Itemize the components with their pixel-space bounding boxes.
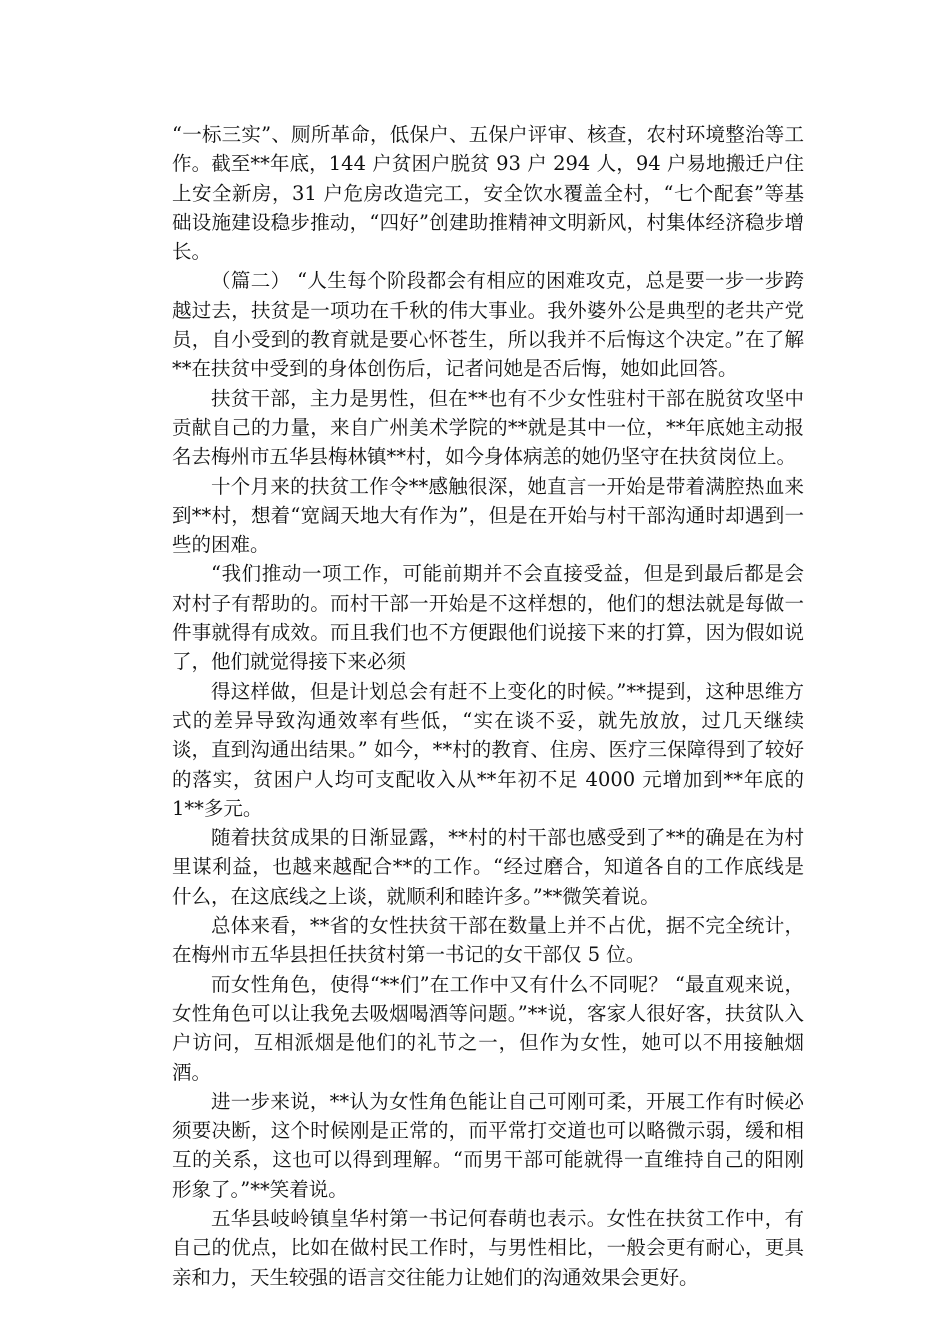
paragraph-9: 而女性角色，使得“**们”在工作中又有什么不同呢？ “最直观来说，女性角色可以让我免去吸烟喝酒等问题。”**说，客家人很好客，扶贫队入户访问，互相派烟是他们的礼节之一，但作为女性，她可以不用接触烟酒。 bbox=[172, 972, 804, 1084]
paragraph-3: 扶贫干部，主力是男性，但在**也有不少女性驻村干部在脱贫攻坚中贡献自己的力量，来自广州美术学院的**就是其中一位，**年底她主动报名去梅州市五华县梅林镇**村，如今身体病恙的她仍坚守在扶贫岗位上。 bbox=[172, 386, 804, 469]
document-body bbox=[172, 120, 804, 1292]
paragraph-10: 进一步来说，**认为女性角色能让自己可刚可柔，开展工作有时候必须要决断，这个时候刚是正常的，而平常打交道也可以略微示弱，缓和相互的关系，这也可以得到理解。“而男干部可能就得一直维持自己的阳刚形象了。”**笑着说。 bbox=[172, 1089, 804, 1201]
paragraph-5: “我们推动一项工作，可能前期并不会直接受益，但是到最后都是会对村子有帮助的。而村干部一开始是不这样想的，他们的想法就是每做一件事就得有成效。而且我们也不方便跟他们说接下来的打算，因为假如说了，他们就觉得接下来必须 bbox=[172, 562, 804, 674]
paragraph-7: 随着扶贫成果的日渐显露，**村的村干部也感受到了**的确是在为村里谋利益，也越来越配合**的工作。“经过磨合，知道各自的工作底线是什么，在这底线之上谈，就顺利和睦许多。”**微笑着说。 bbox=[172, 826, 804, 908]
paragraph-8: 总体来看，**省的女性扶贫干部在数量上并不占优，据不完全统计，在梅州市五华县担任扶贫村第一书记的女干部仅 5 位。 bbox=[172, 914, 804, 967]
paragraph-11: 五华县岐岭镇皇华村第一书记何春萌也表示。女性在扶贫工作中，有自己的优点，比如在做村民工作时，与男性相比，一般会更有耐心，更具亲和力，天生较强的语言交往能力让她们的沟通效果会更好。 bbox=[172, 1206, 804, 1289]
paragraph-6: 得这样做，但是计划总会有赶不上变化的时候。”**提到，这种思维方式的差异导致沟通效率有些低，“实在谈不妥，就先放放，过几天继续谈，直到沟通出结果。” 如今，**村的教育、住房、医疗三保障得到了较好的落实，贫困户人均可支配收入从**年初不足 4000 元增加到**年底的 1**多元。 bbox=[172, 679, 804, 820]
paragraph-4: 十个月来的扶贫工作令**感触很深，她直言一开始是带着满腔热血来到**村，想着“宽阔天地大有作为”，但是在开始与村干部沟通时却遇到一些的困难。 bbox=[172, 474, 804, 557]
paragraph-1: “一标三实”、厕所革命，低保户、五保户评审、核查，农村环境整治等工作。截至**年底，144 户贫困户脱贫 93 户 294 人，94 户易地搬迁户住上安全新房，31 户危房改造完工，安全饮水覆盖全村，“七个配套”等基础设施建设稳步推动，“四好”创建助推精神文明新风，村集体经济稳步增长。 bbox=[172, 123, 804, 264]
paragraph-2: （篇二） “人生每个阶段都会有相应的困难攻克，总是要一步一步跨越过去，扶贫是一项功在千秋的伟大事业。我外婆外公是典型的老共产党员，自小受到的教育就是要心怀苍生，所以我并不后悔这个决定。”在了解**在扶贫中受到的身体创伤后，记者问她是否后悔，她如此回答。 bbox=[172, 269, 804, 381]
